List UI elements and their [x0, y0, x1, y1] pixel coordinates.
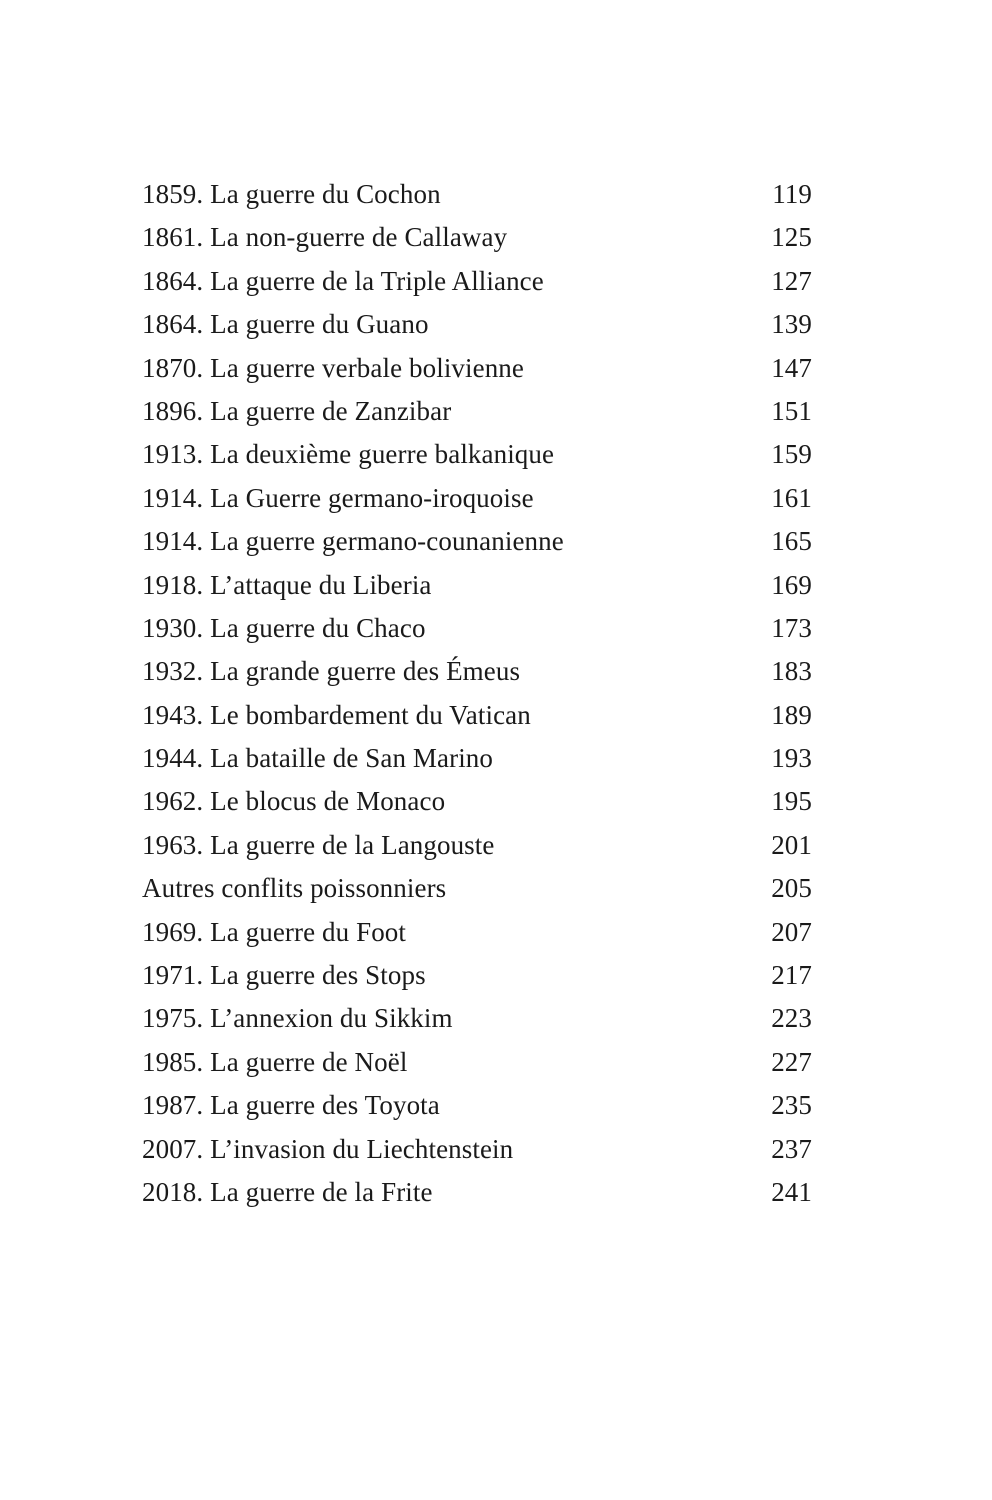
- toc-entry-page: 147: [771, 352, 812, 383]
- toc-entry-title: 1896. La guerre de Zanzibar: [142, 395, 452, 426]
- toc-entry-page: 207: [771, 916, 812, 947]
- toc-entry-page: 159: [771, 439, 812, 470]
- toc-entry: [142, 911, 812, 954]
- toc-entry-page: 205: [771, 873, 812, 904]
- toc-entry-page: 165: [771, 526, 812, 557]
- toc-entry-title: 1861. La non-guerre de Callaway: [142, 222, 508, 253]
- toc-entry-title: 2018. La guerre de la Frite: [142, 1176, 433, 1207]
- toc-entry: [142, 347, 812, 390]
- toc-entry-page: 127: [771, 265, 812, 296]
- toc-entry: [142, 564, 812, 607]
- toc-entry: [142, 303, 812, 346]
- toc-entry: [142, 260, 812, 303]
- toc-entry-page: 193: [771, 743, 812, 774]
- toc-entry-title: 1913. La deuxième guerre balkanique: [142, 439, 555, 470]
- toc-entry: [142, 216, 812, 259]
- toc-entry-page: 139: [771, 309, 812, 340]
- toc-entry-page: 237: [771, 1133, 812, 1164]
- toc-entry-title: 1932. La grande guerre des Émeus: [142, 656, 521, 687]
- toc-entry-page: 151: [771, 395, 812, 426]
- toc-entry-title: 1987. La guerre des Toyota: [142, 1090, 440, 1121]
- toc-entry-title: 1870. La guerre verbale bolivienne: [142, 352, 524, 383]
- toc-entry-page: 169: [771, 569, 812, 600]
- toc-entry: [142, 780, 812, 823]
- toc-entry: [142, 607, 812, 650]
- toc-entry-title: 1963. La guerre de la Langouste: [142, 829, 495, 860]
- toc-entry-title: 1969. La guerre du Foot: [142, 916, 406, 947]
- toc-entry-title: 1859. La guerre du Cochon: [142, 179, 441, 209]
- toc-entry-title: 1943. Le bombardement du Vatican: [142, 699, 531, 730]
- toc-entry: [142, 520, 812, 563]
- toc-entry: [142, 737, 812, 780]
- toc-entry-page: 189: [771, 699, 812, 730]
- toc-entry: [142, 1084, 812, 1127]
- toc-entry-title: 1971. La guerre des Stops: [142, 960, 426, 991]
- table-of-contents: [142, 173, 812, 1214]
- toc-entry: [142, 694, 812, 737]
- toc-entry: [142, 1128, 812, 1171]
- toc-entry-page: 223: [771, 1003, 812, 1034]
- toc-entry-page: 195: [771, 786, 812, 817]
- toc-entry: [142, 650, 812, 693]
- toc-entry-title: 1930. La guerre du Chaco: [142, 612, 426, 643]
- toc-entry-page: 201: [771, 829, 812, 860]
- toc-entry-title: 1914. La Guerre germano-iroquoise: [142, 482, 534, 513]
- toc-entry-page: 217: [771, 960, 812, 991]
- toc-entry-title: 1975. L’annexion du Sikkim: [142, 1003, 453, 1034]
- toc-entry: [142, 824, 812, 867]
- toc-entry: [142, 1171, 812, 1214]
- toc-entry: [142, 433, 812, 476]
- toc-entry-title: 1864. La guerre de la Triple Alliance: [142, 265, 544, 296]
- toc-entry: [142, 477, 812, 520]
- toc-entry-page: 119: [772, 179, 812, 209]
- toc-entry-title: 1864. La guerre du Guano: [142, 309, 429, 340]
- toc-entry-title: 1944. La bataille de San Marino: [142, 743, 494, 774]
- toc-entry-title: 1985. La guerre de Noël: [142, 1046, 408, 1077]
- toc-entry-title: 1914. La guerre germano-counanienne: [142, 526, 564, 557]
- toc-entry-title: Autres conflits poissonniers: [142, 873, 447, 904]
- toc-entry-page: 183: [771, 656, 812, 687]
- toc-entry-title: 2007. L’invasion du Liechtenstein: [142, 1133, 514, 1164]
- toc-entry: [142, 1041, 812, 1084]
- toc-entry-page: 125: [771, 222, 812, 253]
- toc-entry-page: 161: [771, 482, 812, 513]
- toc-entry: [142, 173, 812, 216]
- toc-entry-page: 241: [771, 1176, 812, 1207]
- toc-entry-page: 227: [771, 1046, 812, 1077]
- toc-entry: [142, 954, 812, 997]
- toc-entry-title: 1962. Le blocus de Monaco: [142, 786, 446, 817]
- toc-entry-page: 235: [771, 1090, 812, 1121]
- toc-entry-title: 1918. L’attaque du Liberia: [142, 569, 432, 600]
- toc-entry: [142, 867, 812, 910]
- toc-entry-page: 173: [771, 612, 812, 643]
- toc-entry: [142, 997, 812, 1040]
- toc-entry: [142, 390, 812, 433]
